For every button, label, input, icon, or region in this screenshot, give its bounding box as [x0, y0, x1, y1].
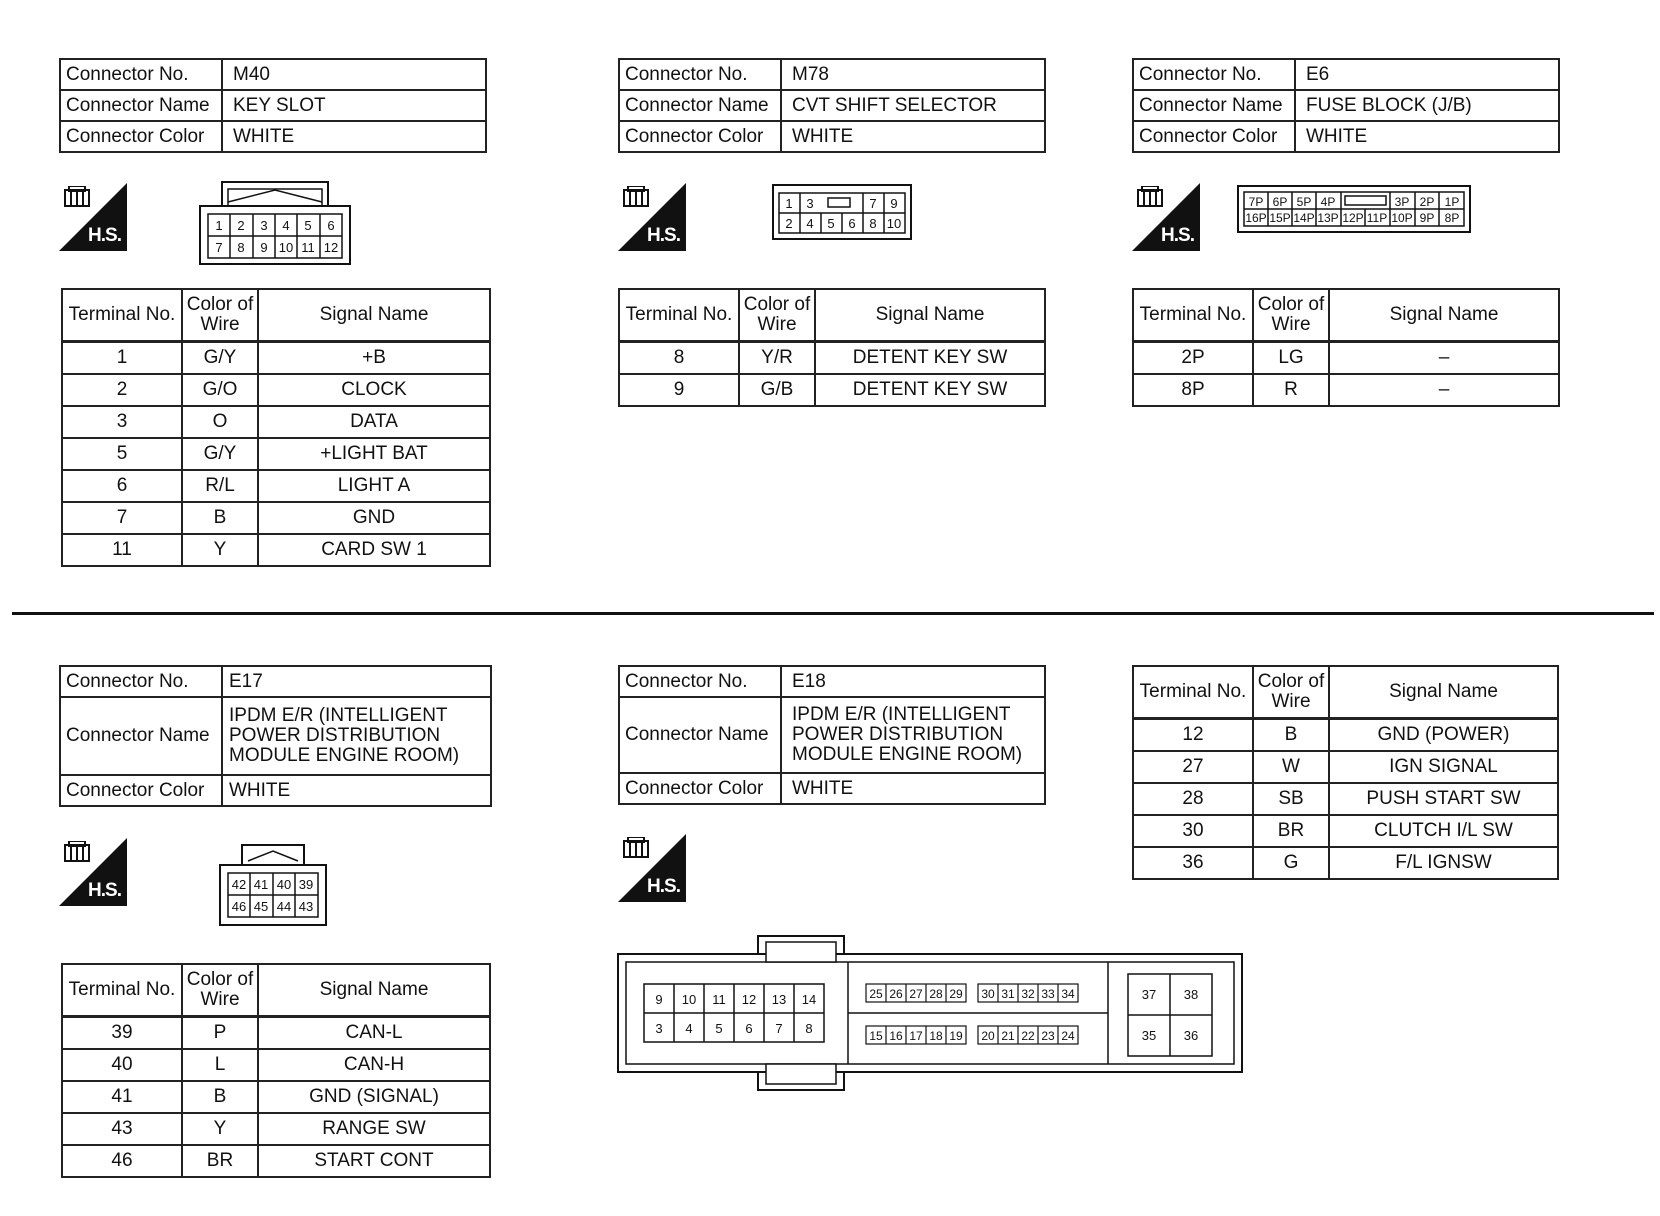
- pin-label: 6: [327, 218, 335, 233]
- table-row: [1133, 719, 1558, 752]
- pin-label: 10: [278, 240, 294, 255]
- pin-label: 3: [806, 196, 814, 211]
- label-connector-name: Connector Name: [60, 90, 222, 121]
- terminal-cell: 6: [62, 470, 182, 502]
- terminal-cell: 3: [62, 406, 182, 438]
- e17-info-table: [59, 665, 492, 807]
- pin-label: 3: [260, 218, 268, 233]
- table-row: [1133, 751, 1558, 783]
- table-row: [62, 470, 490, 502]
- wire-cell: O: [182, 406, 258, 438]
- pin-label: 35: [1141, 1028, 1157, 1043]
- connector-color-value: WHITE: [781, 773, 1045, 804]
- connector-name-value: FUSE BLOCK (J/B): [1295, 90, 1559, 121]
- signal-cell: CLOCK: [258, 374, 490, 406]
- pin-label: 8P: [1444, 211, 1460, 225]
- pin-label: 5: [304, 218, 312, 233]
- pin-label: 4: [685, 1021, 693, 1036]
- table-row: [62, 502, 490, 534]
- terminal-cell: 12: [1133, 719, 1253, 752]
- pin-label: 43: [298, 899, 314, 914]
- table-row: [62, 1017, 490, 1050]
- label-connector-name: Connector Name: [60, 697, 222, 775]
- header-signal-name: Signal Name: [258, 289, 490, 342]
- name-line: IPDM E/R (INTELLIGENT: [792, 704, 1011, 725]
- pin-label: 37: [1141, 987, 1157, 1002]
- pin-label: 4P: [1320, 195, 1336, 209]
- table-row: [619, 374, 1045, 406]
- wire-cell: R: [1253, 374, 1329, 406]
- table-row: [62, 438, 490, 470]
- header-signal-name: Signal Name: [1329, 289, 1559, 342]
- pin-label: 3P: [1394, 195, 1410, 209]
- e6-info-table: [1132, 58, 1560, 153]
- connector-name-value: [781, 697, 1045, 773]
- header-terminal-no: Terminal No.: [1133, 289, 1253, 342]
- pin-label: 14: [801, 992, 817, 1007]
- terminal-cell: 41: [62, 1081, 182, 1113]
- table-row: [1133, 374, 1559, 406]
- pin-label: 36: [1183, 1028, 1199, 1043]
- terminal-cell: 2P: [1133, 342, 1253, 375]
- pin-label: 41: [253, 877, 269, 892]
- harness-side-icon: [1132, 183, 1200, 251]
- signal-cell: CLUTCH I/L SW: [1329, 815, 1558, 847]
- pin-label: 7: [215, 240, 223, 255]
- header-color-of-wire: Color of Wire: [1253, 289, 1329, 342]
- pin-label: 1: [785, 196, 793, 211]
- wire-cell: L: [182, 1049, 258, 1081]
- pin-label: 22: [1021, 1029, 1035, 1043]
- pin-label: 13P: [1317, 211, 1339, 225]
- header-signal-name: Signal Name: [815, 289, 1045, 342]
- signal-cell: START CONT: [258, 1145, 490, 1177]
- pin-label: 44: [276, 899, 292, 914]
- connector-name-value: CVT SHIFT SELECTOR: [781, 90, 1045, 121]
- wire-cell: G/B: [739, 374, 815, 406]
- pin-label: 9: [260, 240, 268, 255]
- name-line: MODULE ENGINE ROOM): [229, 745, 460, 766]
- wire-cell: R/L: [182, 470, 258, 502]
- header-terminal-no: Terminal No.: [1133, 666, 1253, 719]
- header-terminal-no: Terminal No.: [62, 964, 182, 1017]
- pin-label: 10: [886, 216, 902, 231]
- signal-cell: CAN-L: [258, 1017, 490, 1050]
- pin-label: 12: [323, 240, 339, 255]
- terminal-cell: 43: [62, 1113, 182, 1145]
- signal-cell: PUSH START SW: [1329, 783, 1558, 815]
- pin-label: 40: [276, 877, 292, 892]
- connector-name-value: KEY SLOT: [222, 90, 486, 121]
- label-connector-no: Connector No.: [60, 666, 222, 697]
- pin-label: 34: [1061, 987, 1075, 1001]
- harness-side-icon: [59, 183, 127, 251]
- terminal-cell: 36: [1133, 847, 1253, 879]
- wire-cell: BR: [182, 1145, 258, 1177]
- e17-connector-face: [218, 843, 330, 927]
- pin-label: 12: [741, 992, 757, 1007]
- pin-label: 1: [215, 218, 223, 233]
- pin-label: 5P: [1296, 195, 1312, 209]
- pin-label: 2: [237, 218, 245, 233]
- connector-no-value: E18: [781, 666, 1045, 697]
- signal-cell: DETENT KEY SW: [815, 374, 1045, 406]
- wire-cell: LG: [1253, 342, 1329, 375]
- pin-label: 7: [869, 196, 877, 211]
- pin-label: 11: [712, 992, 726, 1007]
- pin-label: 8: [805, 1021, 813, 1036]
- pin-label: 10: [681, 992, 697, 1007]
- harness-side-icon: [59, 838, 127, 906]
- pin-label: 6: [745, 1021, 753, 1036]
- hs-label: H.S.: [88, 225, 121, 246]
- connector-no-value: M40: [222, 59, 486, 90]
- header-color-of-wire: Color of Wire: [1253, 666, 1329, 719]
- label-connector-color: Connector Color: [619, 773, 781, 804]
- signal-cell: F/L IGNSW: [1329, 847, 1558, 879]
- connector-color-value: WHITE: [222, 121, 486, 152]
- connector-no-value: M78: [781, 59, 1045, 90]
- wire-cell: P: [182, 1017, 258, 1050]
- pin-label: 11P: [1366, 211, 1388, 225]
- pin-label: 45: [253, 899, 269, 914]
- pin-label: 31: [1001, 987, 1015, 1001]
- connector-no-value: E6: [1295, 59, 1559, 90]
- pin-label: 38: [1183, 987, 1199, 1002]
- pin-label: 5: [827, 216, 835, 231]
- pin-label: 19: [949, 1029, 963, 1043]
- pin-label: 30: [981, 987, 995, 1001]
- terminal-cell: 39: [62, 1017, 182, 1050]
- table-row: [1133, 342, 1559, 375]
- terminal-cell: 9: [619, 374, 739, 406]
- e18-connector-face: [616, 932, 1246, 1094]
- wire-cell: W: [1253, 751, 1329, 783]
- terminal-cell: 46: [62, 1145, 182, 1177]
- table-row: [62, 342, 490, 375]
- pin-label: 3: [655, 1021, 663, 1036]
- header-color-of-wire: Color of Wire: [739, 289, 815, 342]
- pin-label: 12P: [1342, 211, 1364, 225]
- pin-label: 33: [1041, 987, 1055, 1001]
- harness-side-icon: [618, 183, 686, 251]
- pin-label: 32: [1021, 987, 1035, 1001]
- signal-cell: +LIGHT BAT: [258, 438, 490, 470]
- e18-signal-table: [1132, 665, 1559, 880]
- signal-cell: –: [1329, 342, 1559, 375]
- pin-label: 1P: [1444, 195, 1460, 209]
- pin-label: 9P: [1419, 211, 1435, 225]
- pin-label: 7P: [1248, 195, 1264, 209]
- wire-cell: G/Y: [182, 342, 258, 375]
- pin-label: 26: [889, 987, 903, 1001]
- m40-info-table: [59, 58, 487, 153]
- table-row: [62, 1081, 490, 1113]
- wire-cell: SB: [1253, 783, 1329, 815]
- table-row: [62, 406, 490, 438]
- pin-label: 14P: [1293, 211, 1315, 225]
- m40-signal-table: [61, 288, 491, 567]
- connector-color-value: WHITE: [1295, 121, 1559, 152]
- table-row: [62, 534, 490, 566]
- terminal-cell: 5: [62, 438, 182, 470]
- pin-label: 20: [981, 1029, 995, 1043]
- table-row: [62, 374, 490, 406]
- wire-cell: B: [182, 502, 258, 534]
- name-line: MODULE ENGINE ROOM): [792, 744, 1023, 765]
- label-connector-color: Connector Color: [60, 775, 222, 806]
- label-connector-name: Connector Name: [619, 697, 781, 773]
- pin-label: 4: [282, 218, 290, 233]
- pin-label: 8: [237, 240, 245, 255]
- e6-connector-face: [1236, 184, 1474, 236]
- name-line: POWER DISTRIBUTION: [792, 724, 1004, 745]
- pin-label: 11: [301, 240, 315, 255]
- connector-color-value: WHITE: [781, 121, 1045, 152]
- pin-label: 2P: [1419, 195, 1435, 209]
- label-connector-no: Connector No.: [60, 59, 222, 90]
- header-color-of-wire: Color of Wire: [182, 289, 258, 342]
- label-connector-no: Connector No.: [619, 666, 781, 697]
- pin-label: 5: [715, 1021, 723, 1036]
- pin-label: 2: [785, 216, 793, 231]
- header-signal-name: Signal Name: [1329, 666, 1558, 719]
- label-connector-color: Connector Color: [60, 121, 222, 152]
- hs-label: H.S.: [1161, 225, 1194, 246]
- pin-label: 24: [1061, 1029, 1075, 1043]
- wire-cell: Y: [182, 1113, 258, 1145]
- signal-cell: CARD SW 1: [258, 534, 490, 566]
- header-terminal-no: Terminal No.: [619, 289, 739, 342]
- pin-label: 23: [1041, 1029, 1055, 1043]
- pin-label: 39: [298, 877, 314, 892]
- table-row: [62, 1113, 490, 1145]
- pin-label: 25: [869, 987, 883, 1001]
- pin-label: 4: [806, 216, 814, 231]
- label-connector-no: Connector No.: [619, 59, 781, 90]
- terminal-cell: 28: [1133, 783, 1253, 815]
- label-connector-color: Connector Color: [619, 121, 781, 152]
- signal-cell: DATA: [258, 406, 490, 438]
- signal-cell: RANGE SW: [258, 1113, 490, 1145]
- name-line: IPDM E/R (INTELLIGENT: [229, 705, 448, 726]
- pin-label: 7: [775, 1021, 783, 1036]
- signal-cell: GND (SIGNAL): [258, 1081, 490, 1113]
- header-color-of-wire: Color of Wire: [182, 964, 258, 1017]
- m78-connector-face: [771, 183, 915, 241]
- pin-label: 16P: [1245, 211, 1267, 225]
- connector-no-value: E17: [222, 666, 491, 697]
- pin-label: 18: [929, 1029, 943, 1043]
- wire-cell: Y/R: [739, 342, 815, 375]
- pin-label: 16: [889, 1029, 903, 1043]
- terminal-cell: 11: [62, 534, 182, 566]
- connector-name-value: [222, 697, 491, 775]
- label-connector-no: Connector No.: [1133, 59, 1295, 90]
- pin-label: 46: [231, 899, 247, 914]
- signal-cell: –: [1329, 374, 1559, 406]
- terminal-cell: 1: [62, 342, 182, 375]
- terminal-cell: 2: [62, 374, 182, 406]
- pin-label: 13: [771, 992, 787, 1007]
- pin-label: 28: [929, 987, 943, 1001]
- table-row: [1133, 815, 1558, 847]
- connector-color-value: WHITE: [222, 775, 491, 806]
- label-connector-color: Connector Color: [1133, 121, 1295, 152]
- table-row: [62, 1145, 490, 1177]
- name-line: POWER DISTRIBUTION: [229, 725, 441, 746]
- pin-label: 9: [890, 196, 898, 211]
- hs-label: H.S.: [88, 880, 121, 901]
- label-connector-name: Connector Name: [1133, 90, 1295, 121]
- e17-signal-table: [61, 963, 491, 1178]
- wire-cell: G/Y: [182, 438, 258, 470]
- signal-cell: CAN-H: [258, 1049, 490, 1081]
- m78-info-table: [618, 58, 1046, 153]
- m78-signal-table: [618, 288, 1046, 407]
- e18-info-table: [618, 665, 1046, 805]
- signal-cell: LIGHT A: [258, 470, 490, 502]
- pin-label: 15P: [1269, 211, 1291, 225]
- terminal-cell: 30: [1133, 815, 1253, 847]
- terminal-cell: 40: [62, 1049, 182, 1081]
- table-row: [1133, 783, 1558, 815]
- wire-cell: Y: [182, 534, 258, 566]
- e6-signal-table: [1132, 288, 1560, 407]
- signal-cell: GND: [258, 502, 490, 534]
- wire-cell: G: [1253, 847, 1329, 879]
- pin-label: 29: [949, 987, 963, 1001]
- signal-cell: +B: [258, 342, 490, 375]
- pin-label: 9: [655, 992, 663, 1007]
- section-divider: [12, 612, 1654, 615]
- header-terminal-no: Terminal No.: [62, 289, 182, 342]
- pin-label: 17: [909, 1029, 923, 1043]
- wire-cell: B: [182, 1081, 258, 1113]
- terminal-cell: 7: [62, 502, 182, 534]
- pin-label: 15: [869, 1029, 883, 1043]
- terminal-cell: 27: [1133, 751, 1253, 783]
- signal-cell: IGN SIGNAL: [1329, 751, 1558, 783]
- m40-connector-face: [198, 180, 356, 270]
- terminal-cell: 8: [619, 342, 739, 375]
- pin-label: 8: [869, 216, 877, 231]
- signal-cell: GND (POWER): [1329, 719, 1558, 752]
- harness-side-icon: [618, 834, 686, 902]
- wire-cell: BR: [1253, 815, 1329, 847]
- pin-label: 6: [848, 216, 856, 231]
- pin-label: 42: [231, 877, 247, 892]
- wire-cell: B: [1253, 719, 1329, 752]
- label-connector-name: Connector Name: [619, 90, 781, 121]
- terminal-cell: 8P: [1133, 374, 1253, 406]
- table-row: [62, 1049, 490, 1081]
- table-row: [1133, 847, 1558, 879]
- header-signal-name: Signal Name: [258, 964, 490, 1017]
- pin-label: 6P: [1272, 195, 1288, 209]
- wire-cell: G/O: [182, 374, 258, 406]
- hs-label: H.S.: [647, 225, 680, 246]
- signal-cell: DETENT KEY SW: [815, 342, 1045, 375]
- table-row: [619, 342, 1045, 375]
- pin-label: 21: [1001, 1029, 1015, 1043]
- hs-label: H.S.: [647, 876, 680, 897]
- pin-label: 10P: [1391, 211, 1413, 225]
- pin-label: 27: [909, 987, 923, 1001]
